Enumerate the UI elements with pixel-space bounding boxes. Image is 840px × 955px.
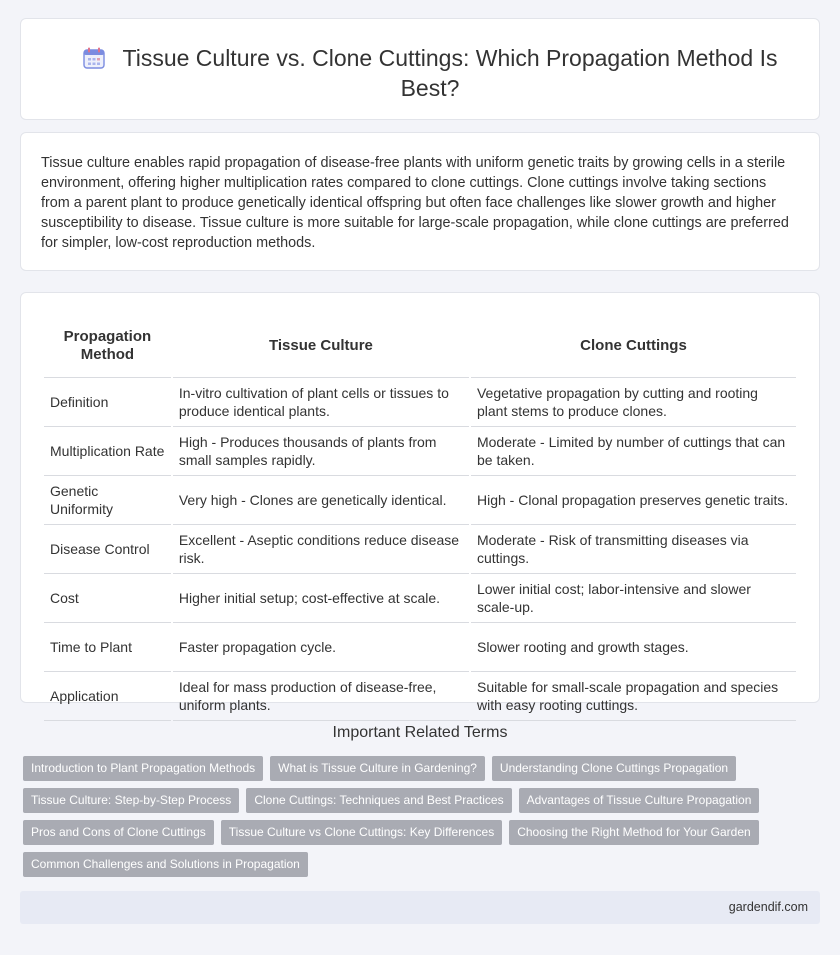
related-term-link[interactable]: Tissue Culture vs Clone Cuttings: Key Differences bbox=[221, 820, 502, 845]
summary-text: Tissue culture enables rapid propagation of disease-free plants with uniform genetic traits by growing cells in a sterile environment, offering higher multiplication rates compared to clone cuttings. Clone cuttings involve taking sections from a parent plant to produce genetically identical offspring but often face challenges like slower growth and higher susceptibility to disease. Tissue culture is more suitable for large-scale propagation, while clone cuttings are preferred for simpler, low-cost reproduction methods. bbox=[41, 155, 789, 251]
related-term-link[interactable]: Introduction to Plant Propagation Methods bbox=[23, 756, 263, 781]
table-cell: High - Clonal propagation preserves genetic traits. bbox=[471, 476, 796, 525]
column-header: Propagation Method bbox=[44, 315, 171, 378]
related-terms-heading: Important Related Terms bbox=[332, 724, 508, 741]
related-term-link[interactable]: Understanding Clone Cuttings Propagation bbox=[492, 756, 736, 781]
row-label: Disease Control bbox=[44, 525, 171, 574]
table-cell: Moderate - Risk of transmitting diseases via cuttings. bbox=[471, 525, 796, 574]
table-cell: Vegetative propagation by cutting and rooting plant stems to produce clones. bbox=[471, 378, 796, 427]
related-term-link[interactable]: Advantages of Tissue Culture Propagation bbox=[519, 788, 760, 813]
table-row bbox=[44, 476, 796, 525]
related-term-link[interactable]: Common Challenges and Solutions in Propagation bbox=[23, 852, 308, 877]
row-label: Definition bbox=[44, 378, 171, 427]
table-cell: Moderate - Limited by number of cuttings that can be taken. bbox=[471, 427, 796, 476]
comparison-table bbox=[42, 315, 798, 721]
footer bbox=[20, 891, 820, 924]
table-cell: Excellent - Aseptic conditions reduce disease risk. bbox=[173, 525, 469, 574]
related-term-link[interactable]: Choosing the Right Method for Your Garden bbox=[509, 820, 758, 845]
table-cell: Lower initial cost; labor-intensive and slower scale-up. bbox=[471, 574, 796, 623]
column-header: Tissue Culture bbox=[173, 315, 469, 378]
table-cell: In-vitro cultivation of plant cells or tissues to produce identical plants. bbox=[173, 378, 469, 427]
table-cell: Faster propagation cycle. bbox=[173, 623, 469, 672]
column-header: Clone Cuttings bbox=[471, 315, 796, 378]
row-label: Genetic Uniformity bbox=[44, 476, 171, 525]
related-term-link[interactable]: Clone Cuttings: Techniques and Best Practices bbox=[246, 788, 511, 813]
table-row bbox=[44, 672, 796, 721]
row-label: Multiplication Rate bbox=[44, 427, 171, 476]
summary-card bbox=[20, 132, 820, 271]
related-term-link[interactable]: Tissue Culture: Step-by-Step Process bbox=[23, 788, 239, 813]
row-label: Application bbox=[44, 672, 171, 721]
table-cell: High - Produces thousands of plants from small samples rapidly. bbox=[173, 427, 469, 476]
table-header-row bbox=[44, 315, 796, 378]
table-cell: Ideal for mass production of disease-free, uniform plants. bbox=[173, 672, 469, 721]
page-title: Tissue Culture vs. Clone Cuttings: Which Propagation Method Is Best? bbox=[122, 45, 778, 101]
table-cell: Higher initial setup; cost-effective at scale. bbox=[173, 574, 469, 623]
table-row bbox=[44, 525, 796, 574]
related-terms-list bbox=[23, 756, 783, 877]
table-row bbox=[44, 623, 796, 672]
table-row bbox=[44, 378, 796, 427]
title-card bbox=[20, 18, 820, 120]
table-row bbox=[44, 574, 796, 623]
calendar-icon bbox=[83, 47, 105, 69]
comparison-card bbox=[20, 292, 820, 713]
footer-site-link[interactable]: gardendif.com bbox=[728, 900, 808, 914]
related-term-link[interactable]: What is Tissue Culture in Gardening? bbox=[270, 756, 485, 781]
row-label: Time to Plant bbox=[44, 623, 171, 672]
table-row bbox=[44, 427, 796, 476]
table-cell: Suitable for small-scale propagation and species with easy rooting cuttings. bbox=[471, 672, 796, 721]
page-title-wrap bbox=[61, 43, 799, 103]
table-cell: Slower rooting and growth stages. bbox=[471, 623, 796, 672]
related-term-link[interactable]: Pros and Cons of Clone Cuttings bbox=[23, 820, 214, 845]
row-label: Cost bbox=[44, 574, 171, 623]
table-cell: Very high - Clones are genetically identical. bbox=[173, 476, 469, 525]
